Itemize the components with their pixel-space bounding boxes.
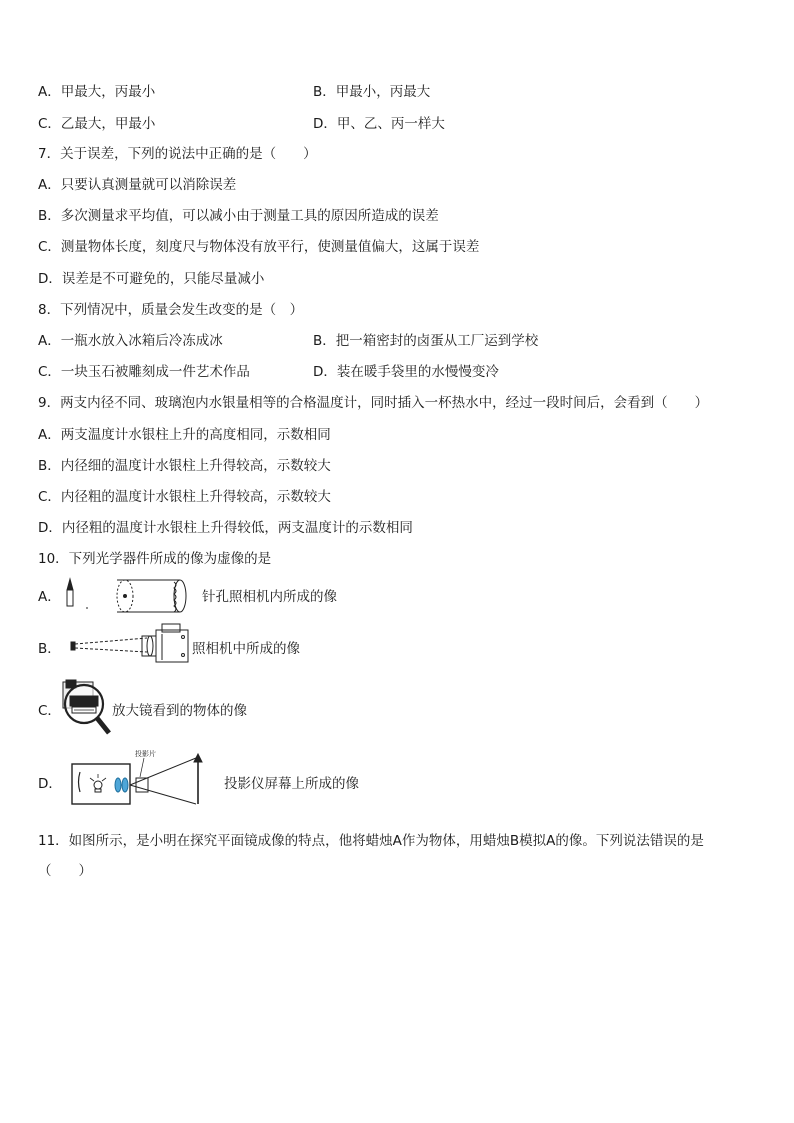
q11-stem: 11．如图所示，是小明在探究平面镜成像的特点，他将蜡烛A作为物体，用蜡烛B模拟A的像。下列说法错误的是 (38, 833, 704, 849)
camera-figure (62, 622, 192, 670)
q10-option-b-letter: B． (38, 641, 61, 657)
q10-option-d-caption: 投影仪屏幕上所成的像 (224, 776, 359, 792)
q9-option-d: D．内径粗的温度计水银柱上升得较低，两支温度计的示数相同 (38, 520, 413, 536)
q6-option-b: B．甲最小，丙最大 (313, 84, 431, 100)
q9-stem: 9．两支内径不同、玻璃泡内水银量相等的合格温度计，同时插入一杯热水中，经过一段时间后，会看到（ ） (38, 395, 709, 411)
q10-option-d-figure-label: 投影片 (135, 750, 156, 758)
q8-option-d: D．装在暖手袋里的水慢慢变冷 (313, 364, 499, 380)
q10-option-d-letter: D． (38, 776, 62, 792)
q9-option-c: C．内径粗的温度计水银柱上升得较高，示数较大 (38, 489, 331, 505)
q10-stem: 10．下列光学器件所成的像为虚像的是 (38, 551, 272, 567)
q6-option-a: A．甲最大，丙最小 (38, 84, 156, 100)
q10-option-b-caption: 照相机中所成的像 (192, 641, 300, 657)
q7-stem: 7．关于误差，下列的说法中正确的是（ ） (38, 146, 317, 162)
q6-option-c: C．乙最大，甲最小 (38, 116, 156, 132)
q7-option-a: A．只要认真测量就可以消除误差 (38, 177, 237, 193)
q11-stem-continued: （ ） (38, 863, 92, 879)
pinhole-camera-figure (62, 574, 202, 618)
q8-option-a: A．一瓶水放入冰箱后冷冻成冰 (38, 333, 223, 349)
q10-option-a-letter: A． (38, 589, 61, 605)
q10-option-c-letter: C． (38, 703, 61, 719)
q7-option-d: D．误差是不可避免的，只能尽量减小 (38, 271, 265, 287)
projector-figure (66, 752, 210, 808)
q8-option-b: B．把一箱密封的卤蛋从工厂运到学校 (313, 333, 539, 349)
q6-option-d: D．甲、乙、丙一样大 (313, 116, 445, 132)
q8-option-c: C．一块玉石被雕刻成一件艺术作品 (38, 364, 250, 380)
q10-option-c-caption: 放大镜看到的物体的像 (112, 703, 247, 719)
q8-stem: 8．下列情况中，质量会发生改变的是（ ） (38, 302, 304, 318)
magnifier-figure (60, 678, 116, 740)
q10-option-a-caption: 针孔照相机内所成的像 (202, 589, 337, 605)
q9-option-b: B．内径细的温度计水银柱上升得较高，示数较大 (38, 458, 331, 474)
q7-option-c: C．测量物体长度，刻度尺与物体没有放平行，使测量值偏大，这属于误差 (38, 239, 480, 255)
q9-option-a: A．两支温度计水银柱上升的高度相同，示数相同 (38, 427, 331, 443)
q7-option-b: B．多次测量求平均值，可以减小由于测量工具的原因所造成的误差 (38, 208, 439, 224)
